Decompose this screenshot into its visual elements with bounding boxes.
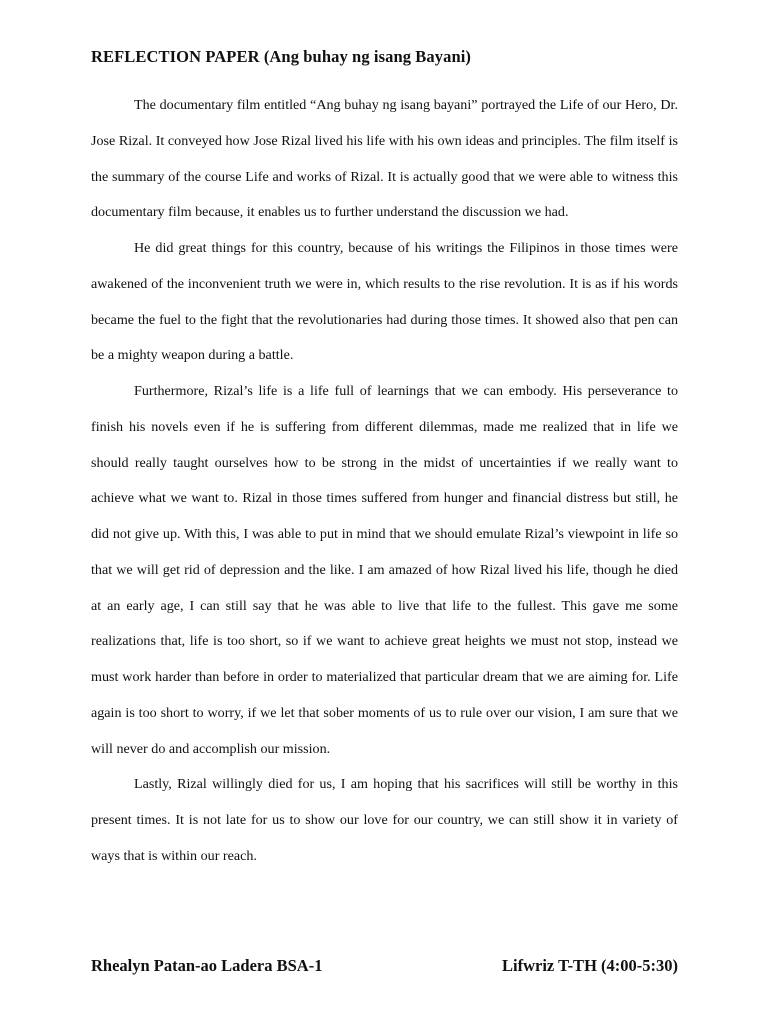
course-line: Lifwriz T-TH (4:00-5:30) xyxy=(502,956,678,975)
author-line: Rhealyn Patan-ao Ladera BSA-1 xyxy=(91,956,323,975)
document-body xyxy=(91,88,678,875)
document-title: REFLECTION PAPER (Ang buhay ng isang Bayani) xyxy=(91,47,472,66)
document-footer xyxy=(91,956,678,976)
paragraph-3: Furthermore, Rizal’s life is a life full of learnings that we can embody. His perseverance to finish his novels even if he is suffering from different dilemmas, made me realized that in life we should really taught ourselves how to be strong in the midst of uncertainties if we really want to achieve what we want to. Rizal in those times suffered from hunger and financial distress but still, he did not give up. With this, I was able to put in mind that we should emulate Rizal’s viewpoint in life so that we will get rid of depression and the like. I am amazed of how Rizal lived his life, though he died at an early age, I can still say that he was able to live that life to the fullest. This gave me some realizations that, life is too short, so if we want to achieve great heights we must not stop, instead we must work harder than before in order to materialized that particular dream that we are aiming for. Life again is too short to worry, if we let that sober moments of us to rule over our vision, I am sure that we will never do and accomplish our mission. xyxy=(91,383,678,757)
paragraph-4: Lastly, Rizal willingly died for us, I am hoping that his sacrifices will still be worthy in this present times. It is not late for us to show our love for our country, we can still show it in variety of ways that is within our reach. xyxy=(91,776,678,864)
paragraph-1: The documentary film entitled “Ang buhay ng isang bayani” portrayed the Life of our Hero, Dr. Jose Rizal. It conveyed how Jose Rizal lived his life with his own ideas and principles. The film itself is the summary of the course Life and works of Rizal. It is actually good that we were able to witness this documentary film because, it enables us to further understand the discussion we had. xyxy=(91,97,678,221)
paragraph-2: He did great things for this country, because of his writings the Filipinos in those times were awakened of the inconvenient truth we were in, which results to the rise revolution. It is as if his words became the fuel to the fight that the revolutionaries had during those times. It showed also that pen can be a mighty weapon during a battle. xyxy=(91,240,678,364)
